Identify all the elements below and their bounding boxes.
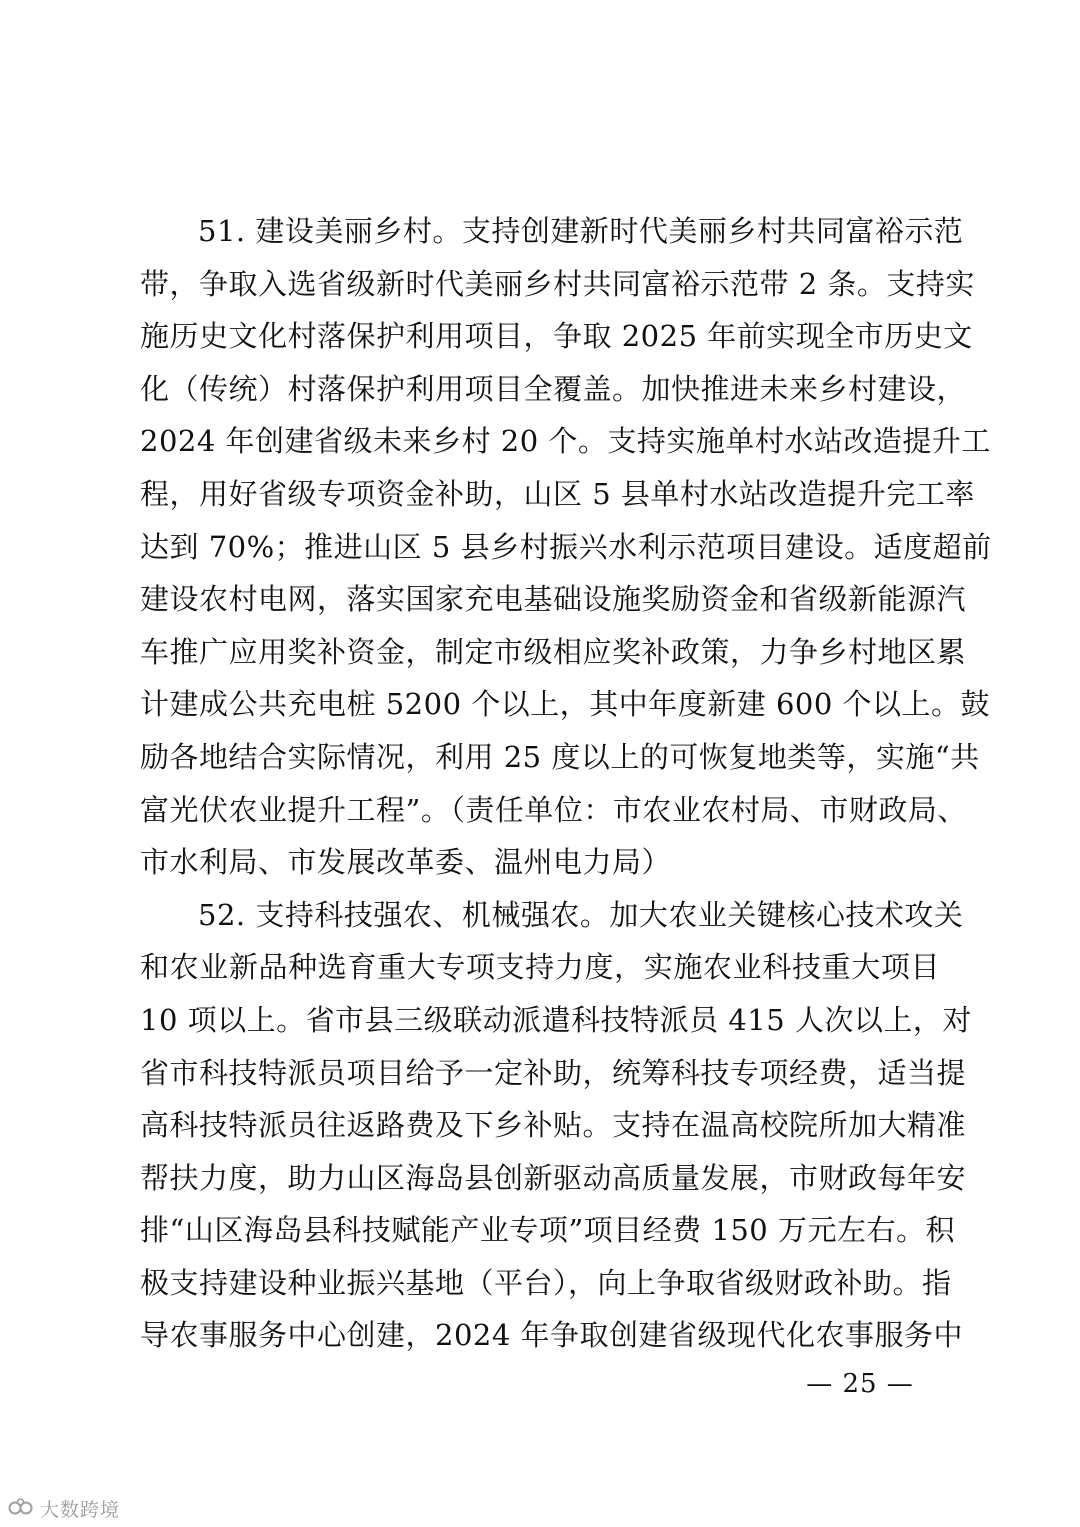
watermark-text: 大数跨境 xyxy=(40,1498,121,1521)
paragraph-51-line: 市水利局、市发展改革委、温州电力局） xyxy=(140,845,672,880)
paragraph-51-line: 51. 建设美丽乡村。支持创建新时代美丽乡村共同富裕示范 xyxy=(198,214,964,248)
paragraph-51-line: 2024 年创建省级未来乡村 20 个。支持实施单村水站改造提升工 xyxy=(140,424,991,459)
paragraph-51-line: 带，争取入选省级新时代美丽乡村共同富裕示范带 2 条。支持实 xyxy=(140,266,975,301)
paragraph-52-line: 帮扶力度，助力山区海岛县创新驱动高质量发展，市财政每年安 xyxy=(140,1160,967,1195)
page-number: — 25 — xyxy=(806,1369,914,1399)
paragraph-52-line: 省市科技特派员项目给予一定补助，统筹科技专项经费，适当提 xyxy=(140,1055,967,1090)
paragraph-51-line: 车推广应用奖补资金，制定市级相应奖补政策，力争乡村地区累 xyxy=(140,634,967,669)
watermark-logo-icon xyxy=(8,1497,34,1519)
paragraph-52-line: 和农业新品种选育重大专项支持力度，实施农业科技重大项目 xyxy=(140,950,940,985)
paragraph-51-line: 施历史文化村落保护利用项目，争取 2025 年前实现全市历史文 xyxy=(140,319,973,354)
paragraph-52-line: 极支持建设种业振兴基地（平台），向上争取省级财政补助。指 xyxy=(140,1265,952,1300)
paragraph-51-line: 富光伏农业提升工程”。（责任单位：市农业农村局、市财政局、 xyxy=(140,792,967,827)
paragraph-51-line: 励各地结合实际情况，利用 25 度以上的可恢复地类等，实施“共 xyxy=(140,739,980,774)
paragraph-52-line: 52. 支持科技强农、机械强农。加大农业关键核心技术攻关 xyxy=(198,897,964,932)
paragraph-52-line: 导农事服务中心创建，2024 年争取创建省级现代化农事服务中 xyxy=(140,1318,964,1353)
paragraph-51-line: 化（传统）村落保护利用项目全覆盖。加快推进未来乡村建设， xyxy=(140,371,967,406)
watermark xyxy=(8,1494,120,1522)
paragraph-52-line: 排“山区海岛县科技赋能产业专项”项目经费 150 万元左右。积 xyxy=(140,1213,955,1248)
paragraph-51-line: 程，用好省级专项资金补助，山区 5 县单村水站改造提升完工率 xyxy=(140,476,975,511)
paragraph-51-line: 建设农村电网，落实国家充电基础设施奖励资金和省级新能源汽 xyxy=(140,582,967,617)
paragraph-52-line: 高科技特派员往返路费及下乡补贴。支持在温高校院所加大精准 xyxy=(140,1108,967,1143)
paragraph-51-line: 计建成公共充电桩 5200 个以上，其中年度新建 600 个以上。鼓 xyxy=(140,687,991,722)
document-body xyxy=(140,205,992,1362)
paragraph-52-line: 10 项以上。省市县三级联动派遣科技特派员 415 人次以上，对 xyxy=(140,1002,972,1037)
paragraph-51-line: 达到 70%；推进山区 5 县乡村振兴水利示范项目建设。适度超前 xyxy=(140,529,992,564)
